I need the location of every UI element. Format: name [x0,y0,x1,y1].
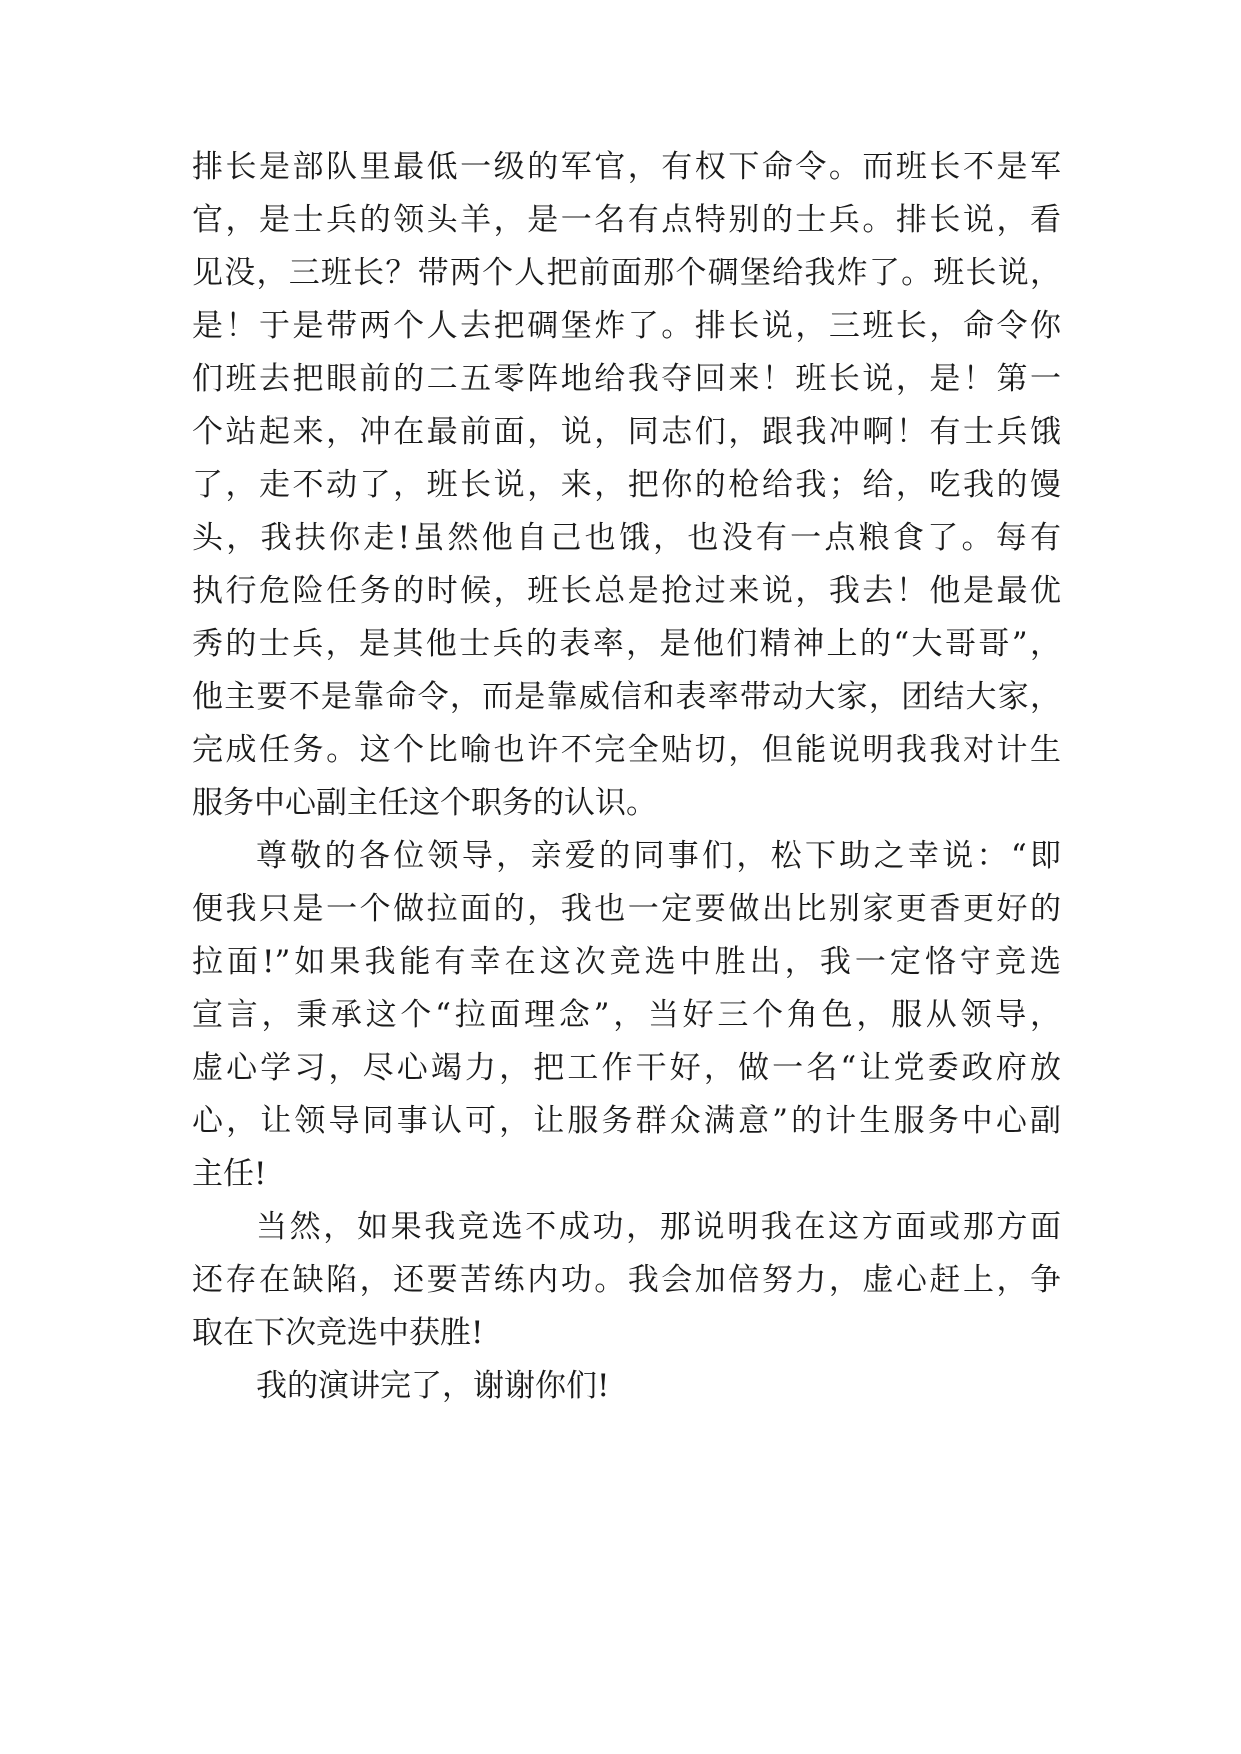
text-line: 了，走不动了，班长说，来，把你的枪给我；给，吃我的馒 [192,467,1061,503]
text-line: 见没，三班长？带两个人把前面那个碉堡给我炸了。班长说， [192,255,1061,291]
text-line: 虚心学习，尽心竭力，把工作干好，做一名“让党委政府放 [192,1050,1061,1086]
text-line: 宣言，秉承这个“拉面理念”，当好三个角色，服从领导， [192,997,1061,1033]
text-line: 主任! [192,1156,267,1192]
text-line: 是！于是带两个人去把碉堡炸了。排长说，三班长，命令你 [192,308,1061,344]
text-line: 便我只是一个做拉面的，我也一定要做出比别家更香更好的 [192,891,1061,927]
text-line: 他主要不是靠命令，而是靠威信和表率带动大家，团结大家， [192,679,1061,715]
text-line: 排长是部队里最低一级的军官，有权下命令。而班长不是军 [192,149,1061,185]
text-line: 服务中心副主任这个职务的认识。 [192,785,657,821]
text-line: 们班去把眼前的二五零阵地给我夺回来！班长说，是！第一 [192,361,1061,397]
text-line: 个站起来，冲在最前面，说，同志们，跟我冲啊！有士兵饿 [192,414,1061,450]
text-line: 秀的士兵，是其他士兵的表率，是他们精神上的“大哥哥”， [192,626,1061,662]
text-line: 完成任务。这个比喻也许不完全贴切，但能说明我我对计生 [192,732,1061,768]
text-line: 执行危险任务的时候，班长总是抢过来说，我去！他是最优 [192,573,1061,609]
text-line: 我的演讲完了，谢谢你们! [256,1368,610,1404]
text-line: 心，让领导同事认可，让服务群众满意”的计生服务中心副 [192,1103,1061,1139]
text-line: 尊敬的各位领导，亲爱的同事们，松下助之幸说：“即 [256,838,1061,874]
text-line: 当然，如果我竞选不成功，那说明我在这方面或那方面 [256,1209,1061,1245]
text-line: 拉面!”如果我能有幸在这次竞选中胜出，我一定恪守竞选 [192,944,1061,980]
text-line: 还存在缺陷，还要苦练内功。我会加倍努力，虚心赶上，争 [192,1262,1061,1298]
text-line: 取在下次竞选中获胜! [192,1315,484,1351]
text-line: 头，我扶你走!虽然他自己也饿，也没有一点粮食了。每有 [192,520,1061,556]
text-line: 官，是士兵的领头羊，是一名有点特别的士兵。排长说，看 [192,202,1061,238]
